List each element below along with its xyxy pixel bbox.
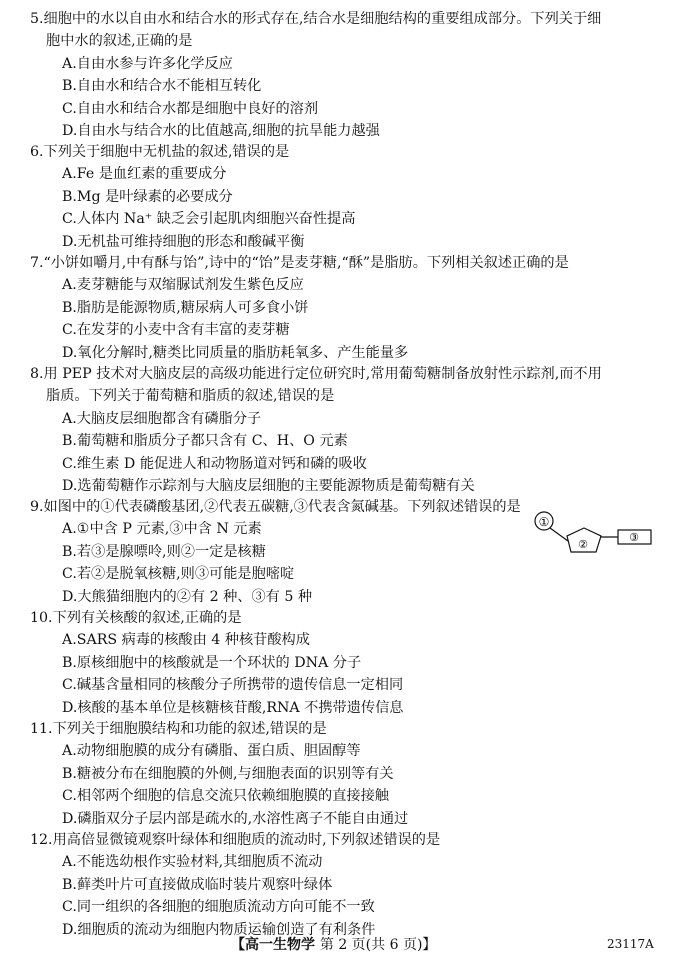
phosphate-label: ① xyxy=(538,515,550,529)
question-block xyxy=(30,252,660,364)
pentose-label: ② xyxy=(578,538,588,551)
answer-option: B.葡萄糖和脂质分子都只含有 C、H、O 元素 xyxy=(62,433,348,450)
footer-code: 23117A xyxy=(607,937,654,951)
answer-option: D.自由水与结合水的比值越高,细胞的抗旱能力越强 xyxy=(62,123,380,140)
question-stem: 7.“小饼如嚼月,中有酥与饴”,诗中的“饴”是麦芽糖,“酥”是脂肪。下列相关叙述正确的是 xyxy=(30,255,569,271)
question-block xyxy=(30,363,660,497)
answer-option: D.大熊猫细胞内的②有 2 种、③有 5 种 xyxy=(62,588,313,605)
answer-option: D.细胞质的流动为细胞内物质运输创造了有利条件 xyxy=(62,921,376,938)
answer-option: C.若②是脱氧核糖,则③可能是胞嘧啶 xyxy=(62,566,295,583)
answer-option: C.自由水和结合水都是细胞中良好的溶剂 xyxy=(62,100,319,117)
answer-option: B.自由水和结合水不能相互转化 xyxy=(62,78,262,95)
question-block xyxy=(30,141,660,253)
answer-option: C.人体内 Na⁺ 缺乏会引起肌肉细胞兴奋性提高 xyxy=(62,211,356,228)
answer-option: C.在发芽的小麦中含有丰富的麦芽糖 xyxy=(62,322,290,339)
footer-subject: 【高一生物学 xyxy=(231,937,315,953)
question-stem: 8.用 PEP 技术对大脑皮层的高级功能进行定位研究时,常用葡萄糖制备放射性示踪剂,而不用 xyxy=(30,366,602,382)
answer-option: A.Fe 是血红素的重要成分 xyxy=(62,166,227,183)
base-label: ③ xyxy=(629,531,639,544)
answer-option: A.自由水参与许多化学反应 xyxy=(62,55,233,72)
question-block xyxy=(30,718,660,830)
answer-option: D.无机盐可维持细胞的形态和酸碱平衡 xyxy=(62,233,305,250)
answer-option: A.麦芽糖能与双缩脲试剂发生紫色反应 xyxy=(62,277,304,294)
nucleotide-diagram xyxy=(533,511,655,553)
phosphate-sugar-bond xyxy=(550,528,568,541)
question-stem: 11.下列关于细胞膜结构和功能的叙述,错误的是 xyxy=(30,721,327,737)
question-stem: 5.细胞中的水以自由水和结合水的形式存在,结合水是细胞结构的重要组成部分。下列关于细 xyxy=(30,11,602,27)
question-stem: 10.下列有关核酸的叙述,正确的是 xyxy=(30,610,242,626)
question-stem: 脂质。下列关于葡萄糖和脂质的叙述,错误的是 xyxy=(46,388,335,405)
answer-option: C.碱基含量相同的核酸分子所携带的遗传信息一定相同 xyxy=(62,677,404,694)
footer-title xyxy=(231,934,436,954)
question-block xyxy=(30,829,660,941)
question-stem: 12.用高倍显微镜观察叶绿体和细胞质的流动时,下列叙述错误的是 xyxy=(30,832,441,848)
answer-option: B.脂肪是能源物质,糖尿病人可多食小饼 xyxy=(62,299,309,316)
answer-option: D.核酸的基本单位是核糖核苷酸,RNA 不携带遗传信息 xyxy=(62,699,404,716)
question-stem: 6.下列关于细胞中无机盐的叙述,错误的是 xyxy=(30,144,290,160)
answer-option: D.氧化分解时,糖类比同质量的脂肪耗氧多、产生能量多 xyxy=(62,344,409,361)
answer-option: A.①中含 P 元素,③中含 N 元素 xyxy=(62,521,262,538)
answer-option: C.同一组织的各细胞的细胞质流动方向可能不一致 xyxy=(62,899,375,916)
answer-option: B.藓类叶片可直接做成临时装片观察叶绿体 xyxy=(62,876,333,893)
answer-option: C.相邻两个细胞的信息交流只依赖细胞膜的直接接触 xyxy=(62,788,389,805)
answer-option: D.选葡萄糖作示踪剂与大脑皮层细胞的主要能源物质是葡萄糖有关 xyxy=(62,478,475,495)
question-block xyxy=(30,8,660,142)
question-stem: 9.如图中的①代表磷酸基团,②代表五碳糖,③代表含氮碱基。下列叙述错误的是 xyxy=(30,499,521,515)
answer-option: A.动物细胞膜的成分有磷脂、蛋白质、胆固醇等 xyxy=(62,743,361,760)
answer-option: B.糖被分布在细胞膜的外侧,与细胞表面的识别等有关 xyxy=(62,765,394,782)
answer-option: A.不能选幼根作实验材料,其细胞质不流动 xyxy=(62,854,323,871)
answer-option: B.若③是腺嘌呤,则②一定是核糖 xyxy=(62,543,266,560)
answer-option: A.SARS 病毒的核酸由 4 种核苷酸构成 xyxy=(62,632,310,649)
answer-option: D.磷脂双分子层内部是疏水的,水溶性离子不能自由通过 xyxy=(62,810,409,827)
answer-option: B.原核细胞中的核酸就是一个环状的 DNA 分子 xyxy=(62,654,362,671)
question-block xyxy=(30,607,660,719)
answer-option: B.Mg 是叶绿素的必要成分 xyxy=(62,188,233,205)
answer-option: A.大脑皮层细胞都含有磷脂分子 xyxy=(62,410,262,427)
question-stem: 胞中水的叙述,正确的是 xyxy=(46,33,193,50)
answer-option: C.维生素 D 能促进人和动物肠道对钙和磷的吸收 xyxy=(62,455,367,472)
footer-page-number: 第 2 页(共 6 页)】 xyxy=(319,937,437,953)
